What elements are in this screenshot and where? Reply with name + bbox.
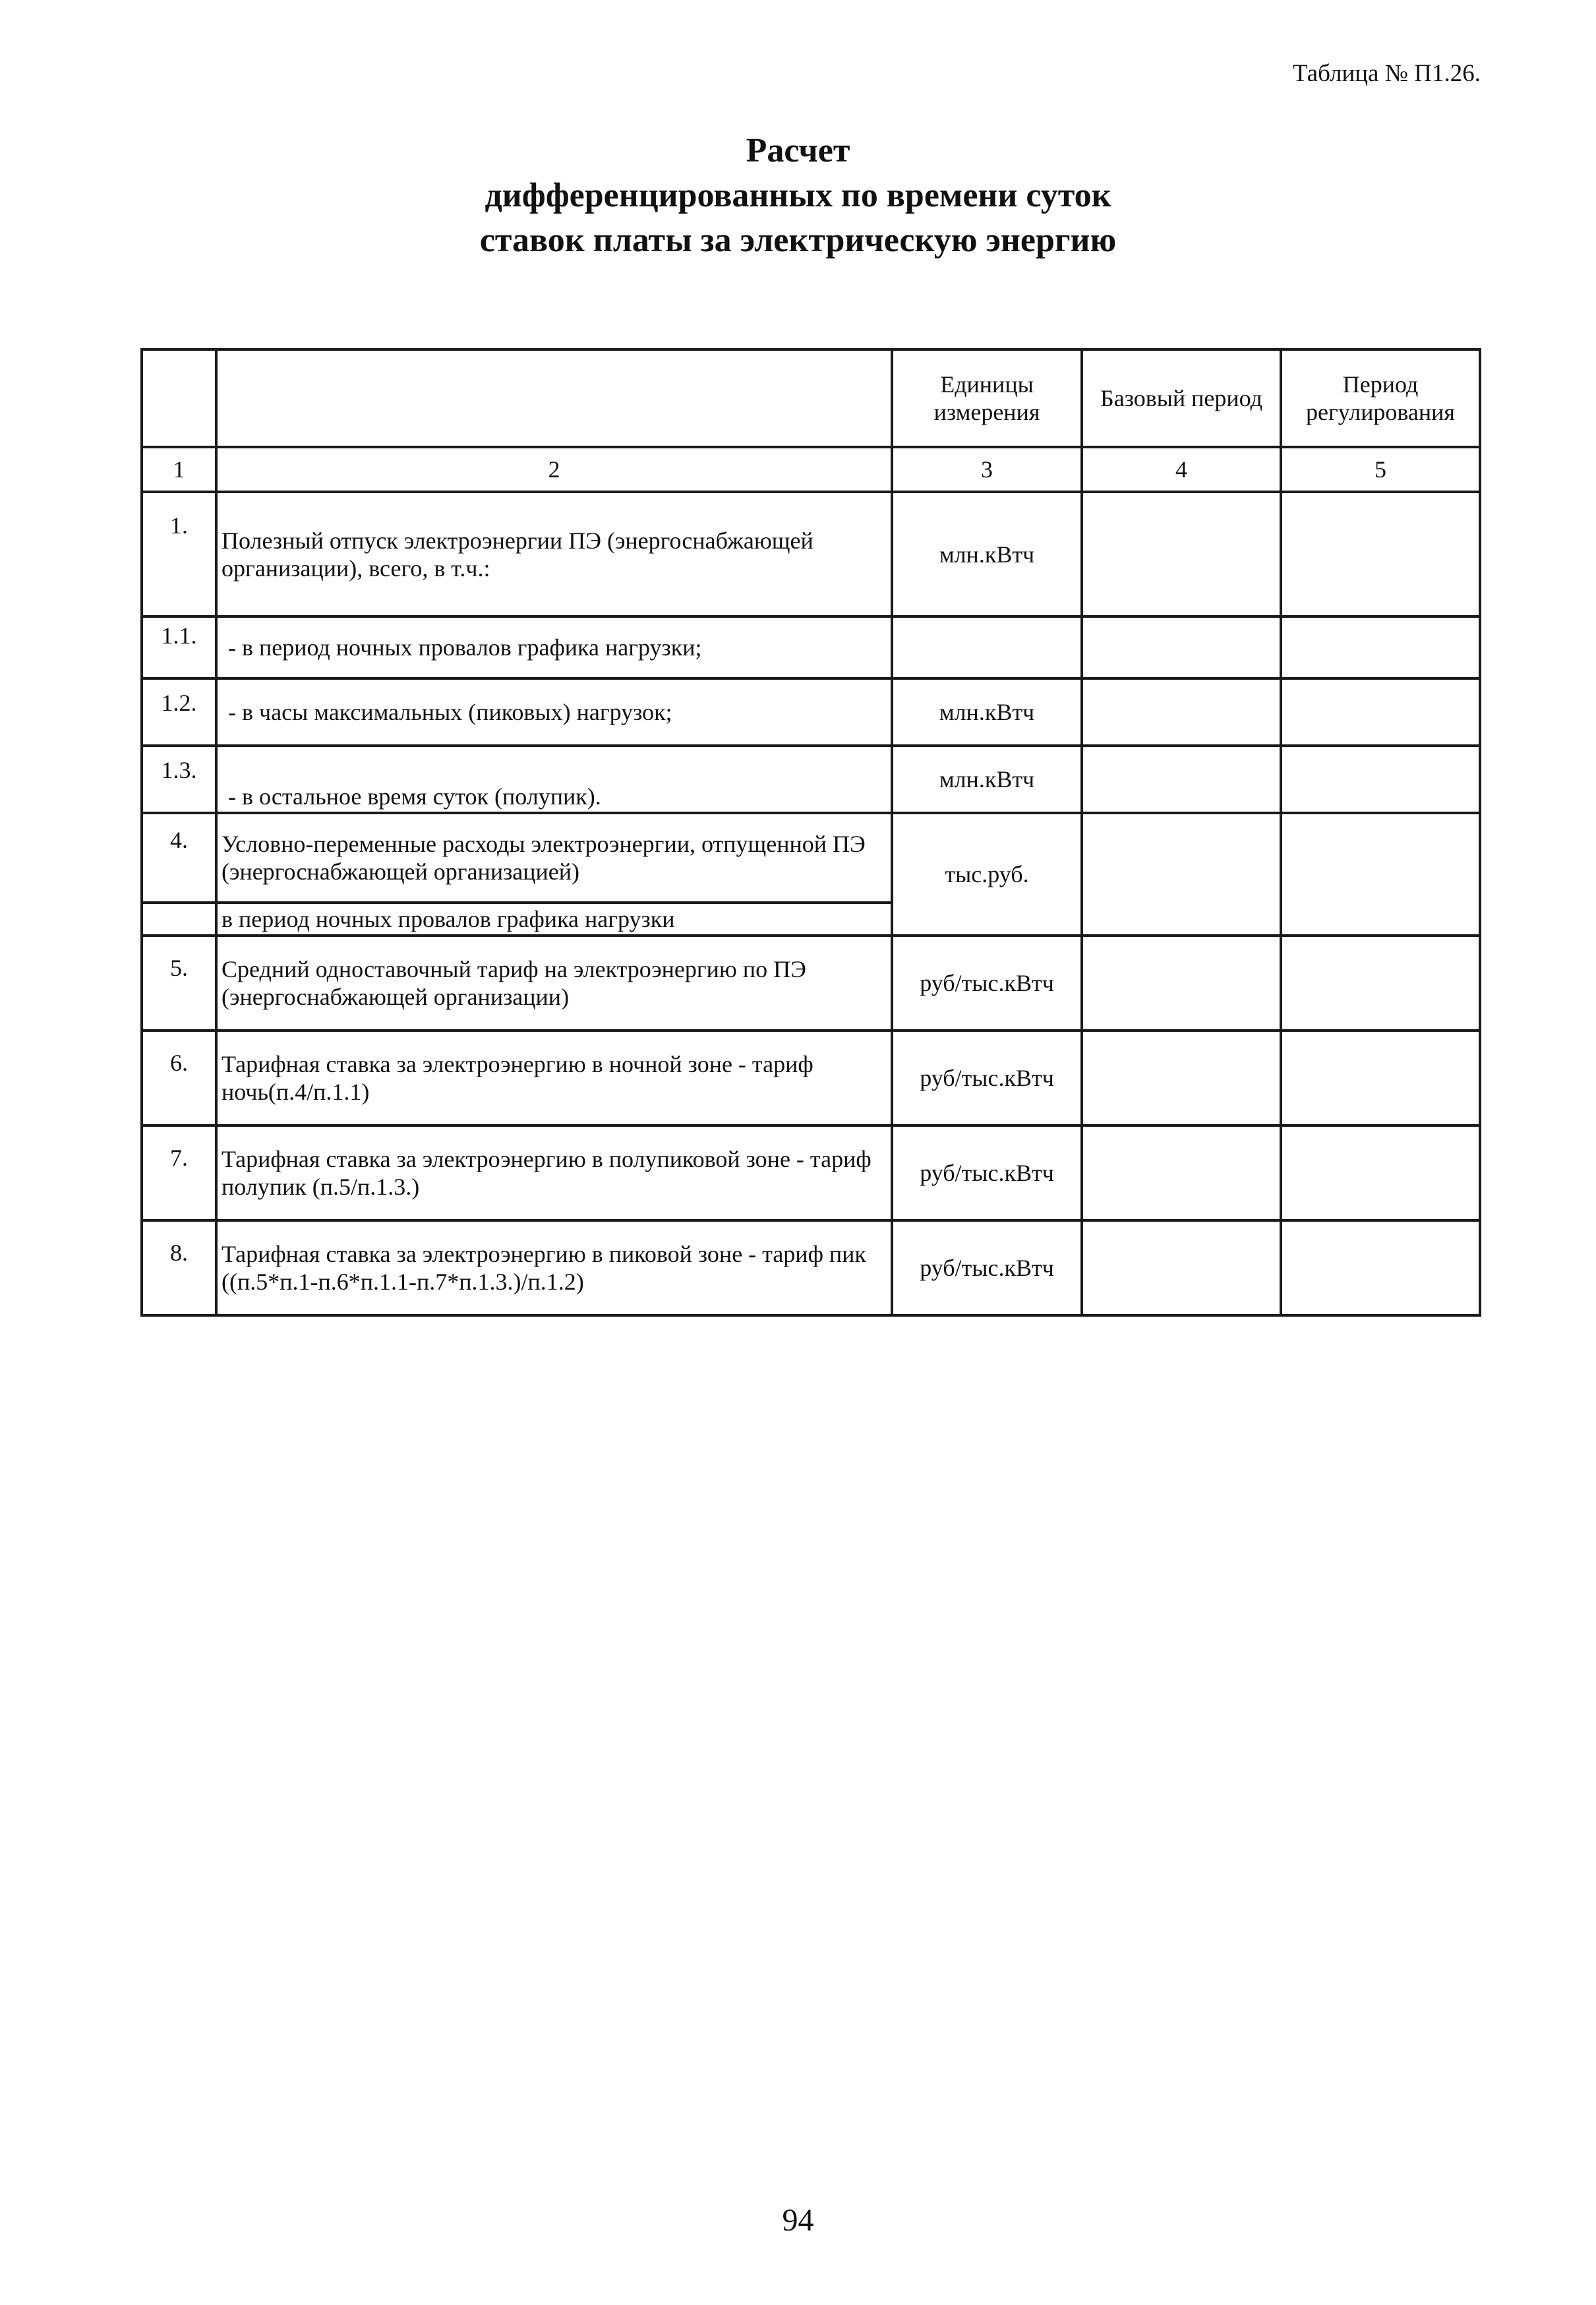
row-unit: руб/тыс.кВтч xyxy=(892,936,1082,1031)
row-unit: руб/тыс.кВтч xyxy=(892,1125,1082,1220)
row-base-value xyxy=(1082,936,1281,1031)
row-regulation-value xyxy=(1281,1220,1480,1315)
row-regulation-value xyxy=(1281,746,1480,813)
row-regulation-value xyxy=(1281,936,1480,1031)
row-unit: млн.кВтч xyxy=(892,492,1082,616)
row-description: Тарифная ставка за электроэнергию в ночной зоне - тариф ночь(п.4/п.1.1) xyxy=(216,1031,892,1125)
row-unit: млн.кВтч xyxy=(892,746,1082,813)
header-cell-desc xyxy=(216,349,892,447)
row-regulation-value xyxy=(1281,616,1480,678)
column-number: 5 xyxy=(1281,447,1480,492)
row-number: 8. xyxy=(142,1220,216,1315)
row-number: 1. xyxy=(142,492,216,616)
header-cell-unit: Единицы измерения xyxy=(892,349,1082,447)
row-base-value xyxy=(1082,492,1281,616)
table-row xyxy=(142,813,1480,903)
row-description: Условно-переменные расходы электроэнергии, отпущенной ПЭ (энергоснабжающей организацией) xyxy=(216,813,892,903)
row-base-value xyxy=(1082,616,1281,678)
table-row xyxy=(142,746,1480,813)
row-unit: тыс.руб. xyxy=(892,813,1082,936)
table-row xyxy=(142,1031,1480,1125)
column-number: 2 xyxy=(216,447,892,492)
row-description: Тарифная ставка за электроэнергию в пиковой зоне - тариф пик ((п.5*п.1-п.6*п.1.1-п.7*п.1.3.)/п.1.2) xyxy=(216,1220,892,1315)
row-regulation-value xyxy=(1281,813,1480,936)
column-number: 3 xyxy=(892,447,1082,492)
table-row xyxy=(142,936,1480,1031)
table-row xyxy=(142,492,1480,616)
document-title xyxy=(0,129,1596,263)
row-base-value xyxy=(1082,1031,1281,1125)
row-unit: руб/тыс.кВтч xyxy=(892,1220,1082,1315)
row-number-empty xyxy=(142,903,216,936)
row-description: Полезный отпуск электроэнергии ПЭ (энергоснабжающей организации), всего, в т.ч.: xyxy=(216,492,892,616)
row-description: Тарифная ставка за электроэнергию в полупиковой зоне - тариф полупик (п.5/п.1.3.) xyxy=(216,1125,892,1220)
row-unit xyxy=(892,616,1082,678)
row-number: 4. xyxy=(142,813,216,903)
row-number: 1.1. xyxy=(142,616,216,678)
row-number: 7. xyxy=(142,1125,216,1220)
row-number: 6. xyxy=(142,1031,216,1125)
title-line-2: дифференцированных по времени суток xyxy=(485,177,1111,214)
column-number-row xyxy=(142,447,1480,492)
title-line-1: Расчет xyxy=(746,132,850,169)
column-number: 4 xyxy=(1082,447,1281,492)
row-number: 1.3. xyxy=(142,746,216,813)
table-row xyxy=(142,1125,1480,1220)
row-description: Средний одноставочный тариф на электроэнергию по ПЭ (энергоснабжающей организации) xyxy=(216,936,892,1031)
row-description: - в период ночных провалов графика нагрузки; xyxy=(216,616,892,678)
row-base-value xyxy=(1082,813,1281,936)
page-number: 94 xyxy=(782,2203,814,2238)
header-cell-regulation-period: Период регулирования xyxy=(1281,349,1480,447)
table-row xyxy=(142,678,1480,746)
row-base-value xyxy=(1082,1220,1281,1315)
row-unit: млн.кВтч xyxy=(892,678,1082,746)
row-number: 1.2. xyxy=(142,678,216,746)
row-description: - в остальное время суток (полупик). xyxy=(216,746,892,813)
title-line-3: ставок платы за электрическую энергию xyxy=(479,222,1117,259)
row-regulation-value xyxy=(1281,492,1480,616)
header-cell-num xyxy=(142,349,216,447)
row-base-value xyxy=(1082,746,1281,813)
row-regulation-value xyxy=(1281,1125,1480,1220)
column-number: 1 xyxy=(142,447,216,492)
table-id-label: Таблица № П1.26. xyxy=(1292,60,1481,87)
row-number: 5. xyxy=(142,936,216,1031)
row-regulation-value xyxy=(1281,678,1480,746)
table-row xyxy=(142,616,1480,678)
table-header-row xyxy=(142,349,1480,447)
row-base-value xyxy=(1082,678,1281,746)
header-cell-base-period: Базовый период xyxy=(1082,349,1281,447)
row-description: - в часы максимальных (пиковых) нагрузок; xyxy=(216,678,892,746)
row-unit: руб/тыс.кВтч xyxy=(892,1031,1082,1125)
row-regulation-value xyxy=(1281,1031,1480,1125)
row-description-continuation: в период ночных провалов графика нагрузки xyxy=(216,903,892,936)
table-row xyxy=(142,1220,1480,1315)
tariff-table xyxy=(140,348,1481,1317)
row-base-value xyxy=(1082,1125,1281,1220)
